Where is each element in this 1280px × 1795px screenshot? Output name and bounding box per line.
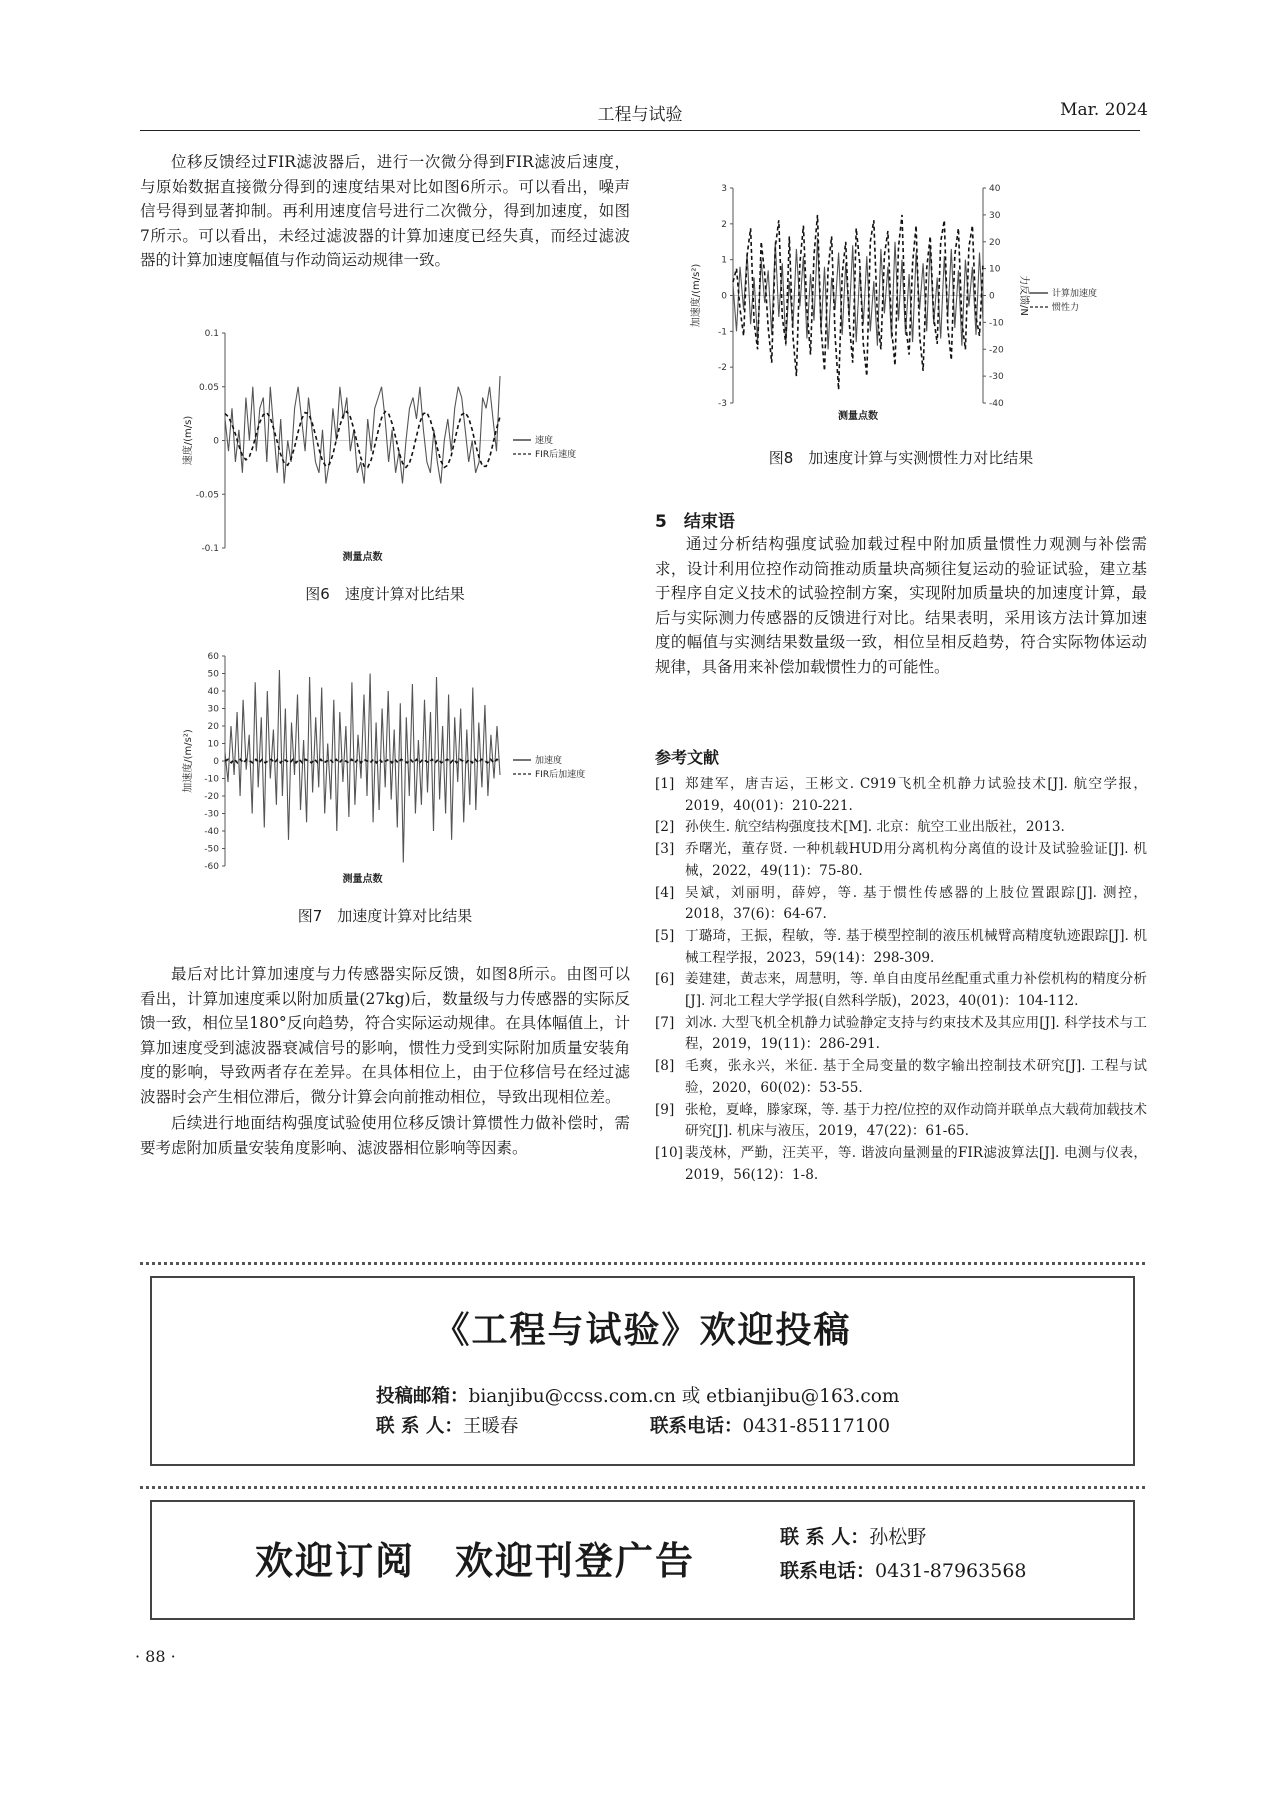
submission-email-line [376, 1382, 899, 1408]
phone-label: 联系电话： [650, 1416, 743, 1437]
legend-label: 惯性力 [1052, 303, 1080, 313]
y-tick-label: 10 [207, 739, 219, 750]
references-heading: 参考文献 [655, 748, 720, 767]
email-value: bianjibu@ccss.com.cn 或 etbianjibu@163.com [468, 1386, 900, 1407]
figure-8-chart [691, 176, 1145, 430]
left-lower-text [140, 962, 630, 1160]
reference-text: 郑建军，唐吉运，王彬文. C919飞机全机静力试验技术[J]. 航空学报，2019，40(01)：210-221. [685, 776, 1147, 814]
y-tick-label: -30 [204, 809, 219, 820]
section-5-body [655, 532, 1147, 679]
y-axis-label: 加速度/(m/s²) [691, 263, 702, 328]
running-header-date: Mar. 2024 [1060, 100, 1148, 120]
reference-number: [5] [655, 927, 675, 944]
y2-tick-label: 40 [989, 184, 1001, 194]
subscription-phone-line [780, 1556, 1027, 1583]
y2-tick-label: 0 [989, 291, 995, 302]
contact-label: 联 系 人： [376, 1416, 463, 1437]
y-tick-label: -10 [204, 774, 219, 785]
y-tick-label: -3 [718, 399, 727, 409]
y2-tick-label: -20 [989, 345, 1004, 356]
email-label: 投稿邮箱： [376, 1386, 469, 1407]
y-tick-label: 60 [207, 652, 219, 662]
reference-number: [1] [655, 776, 675, 792]
running-header-journal: 工程与试验 [597, 105, 683, 125]
reference-item [655, 817, 1147, 839]
y-tick-label: 0.05 [198, 382, 219, 393]
reference-item [655, 839, 1147, 882]
reference-item [655, 883, 1147, 926]
reference-item [655, 1100, 1147, 1143]
reference-number: [7] [655, 1014, 675, 1031]
y2-tick-label: 30 [989, 210, 1001, 221]
y2-tick-label: 20 [989, 237, 1001, 248]
y-tick-label: 0.1 [204, 329, 219, 339]
reference-text: 吴斌，刘丽明，薛婷，等. 基于惯性传感器的上肢位置跟踪[J]. 测控，2018，37(6)：64-67. [685, 884, 1147, 923]
y-axis-label: 加速度/(m/s²) [183, 729, 194, 793]
phone-label: 联系电话： [780, 1560, 876, 1582]
paragraph: 最后对比计算加速度与力传感器实际反馈，如图8所示。由图可以看出，计算加速度乘以附加质量(27kg)后，数量级与力传感器的实际反馈一致，相位呈180°反向趋势，符合实际运动规律。在具体幅值上，计算加速度受到滤波器衰减信号的影响，惯性力受到实际附加质量安装角度的影响，导致两者存在差异。在具体相位上，由于位移信号在经过滤波器时会产生相位滞后，微分计算会向前推动相位，导致出现相位差。 [140, 965, 630, 1106]
subscription-contact-line [780, 1522, 926, 1549]
y2-axis-label: 力反馈/N [1018, 275, 1029, 316]
y-tick-label: 30 [207, 704, 219, 715]
ornament-border [140, 1486, 1145, 1496]
y-tick-label: -40 [204, 827, 219, 837]
reference-text: 乔曙光，董存贤. 一种机载HUD用分离机构分离值的设计及试验验证[J]. 机械，2022，49(11)：75-80. [685, 841, 1147, 879]
submission-phone-line [650, 1412, 890, 1438]
x-axis-label: 测量点数 [838, 411, 878, 422]
reference-number: [4] [655, 884, 675, 901]
subscription-ad-slogan: 欢迎订阅 欢迎刊登广告 [255, 1539, 696, 1583]
y2-tick-label: 10 [989, 264, 1001, 275]
submission-ad-title: 《工程与试验》欢迎投稿 [433, 1310, 852, 1351]
ornament-border [140, 1262, 1145, 1272]
section-5-heading: 5 结束语 [655, 512, 735, 532]
y-tick-label: 2 [721, 219, 727, 230]
legend-label: 计算加速度 [1052, 289, 1098, 299]
series-line-1 [733, 238, 983, 349]
y-tick-label: 0 [213, 436, 219, 447]
y-tick-label: 0 [721, 291, 727, 302]
figure-6-caption: 图6 速度计算对比结果 [305, 585, 465, 603]
figure-7-caption: 图7 加速度计算对比结果 [297, 907, 473, 925]
contact-value: 王暖春 [462, 1416, 519, 1437]
legend-label: 速度 [535, 436, 554, 446]
phone-value: 0431-85117100 [742, 1416, 891, 1437]
reference-text: 张枪，夏峰，滕家琛，等. 基于力控/位控的双作动筒并联单点大载荷加载技术研究[J]. 机床与液压，2019，47(22)：61-65. [685, 1101, 1147, 1140]
reference-item [655, 1013, 1147, 1056]
reference-number: [8] [655, 1058, 675, 1075]
reference-item [655, 1056, 1147, 1099]
header-rule [140, 130, 1140, 131]
left-intro-text [140, 150, 630, 273]
series-line-1 [225, 670, 500, 863]
page-number: · 88 · [135, 1647, 176, 1666]
reference-number: [6] [655, 971, 675, 988]
x-axis-label: 测量点数 [342, 874, 383, 885]
y-tick-label: 20 [207, 722, 219, 732]
reference-text: 丁璐琦，王振，程敏，等. 基于模型控制的液压机械臂高精度轨迹跟踪[J]. 机械工程学报，2023，59(14)：298-309. [685, 927, 1147, 966]
figure-8-caption: 图8 加速度计算与实测惯性力对比结果 [768, 449, 1034, 467]
reference-text: 姜建建，黄志来，周慧明，等. 单自由度吊丝配重式重力补偿机构的精度分析[J]. 河北工程大学学报(自然科学版)，2023，40(01)：104-112. [685, 971, 1147, 1010]
y-tick-label: -60 [204, 862, 219, 872]
y-tick-label: 50 [207, 669, 219, 680]
reference-text: 裴茂林，严勤，汪芙平，等. 谐波向量测量的FIR滤波算法[J]. 电测与仪表，2019，56(12)：1-8. [685, 1144, 1147, 1183]
reference-number: [10] [655, 1144, 683, 1161]
reference-item [655, 926, 1147, 969]
y-tick-label: 0 [213, 757, 219, 767]
series-line-1 [225, 376, 500, 484]
y-tick-label: -20 [204, 792, 219, 802]
reference-text: 孙侠生. 航空结构强度技术[M]. 北京：航空工业出版社，2013. [685, 819, 1065, 836]
reference-number: [2] [655, 819, 675, 836]
phone-value: 0431-87963568 [875, 1560, 1027, 1582]
paragraph: 位移反馈经过FIR滤波器后，进行一次微分得到FIR滤波后速度，与原始数据直接微分得到的速度结果对比如图6所示。可以看出，噪声信号得到显著抑制。再利用速度信号进行二次微分，得到加速度，如图7所示。可以看出，未经过滤波器的计算加速度已经失真，而经过滤波器的计算加速度幅值与作动筒运动规律一致。 [140, 153, 630, 269]
legend-label: FIR后加速度 [535, 770, 586, 780]
y-tick-label: 3 [721, 184, 727, 194]
y-tick-label: 40 [207, 687, 219, 697]
y-axis-label: 速度/(m/s) [183, 415, 194, 466]
reference-number: [9] [655, 1101, 675, 1118]
reference-item [655, 1143, 1147, 1186]
y2-tick-label: -10 [989, 318, 1004, 329]
paragraph: 通过分析结构强度试验加载过程中附加质量惯性力观测与补偿需求，设计利用位控作动筒推动质量块高频往复运动的验证试验，建立基于程序自定义技术的试验控制方案，实现附加质量块的加速度计算，最后与实际测力传感器的反馈进行对比。结果表明，采用该方法计算加速度的幅值与实测结果数量级一致，相位呈相反趋势，符合实际物体运动规律，具备用来补偿加载惯性力的可能性。 [655, 535, 1147, 676]
reference-item [655, 969, 1147, 1012]
figure-7-chart [180, 646, 600, 900]
reference-text: 刘冰. 大型飞机全机静力试验静定支持与约束技术及其应用[J]. 科学技术与工程，2019，19(11)：286-291. [685, 1014, 1147, 1053]
y-tick-label: -0.05 [195, 490, 219, 501]
reference-number: [3] [655, 841, 675, 858]
paragraph: 后续进行地面结构强度试验使用位移反馈计算惯性力做补偿时，需要考虑附加质量安装角度影响、滤波器相位影响等因素。 [140, 1114, 630, 1157]
y-tick-label: -2 [718, 363, 727, 374]
reference-item [655, 774, 1147, 817]
submission-contact-line [376, 1412, 518, 1438]
figure-6-chart [180, 328, 600, 572]
y-tick-label: 1 [721, 255, 727, 266]
y-tick-label: -0.1 [201, 544, 219, 554]
y2-tick-label: -40 [989, 399, 1004, 409]
y-tick-label: -1 [718, 327, 727, 338]
contact-label: 联 系 人： [780, 1526, 870, 1548]
legend-label: FIR后速度 [535, 450, 577, 460]
legend-label: 加速度 [535, 756, 563, 766]
reference-text: 毛爽，张永兴，米征. 基于全局变量的数字输出控制技术研究[J]. 工程与试验，2020，60(02)：53-55. [685, 1058, 1147, 1096]
x-axis-label: 测量点数 [342, 552, 383, 563]
y-tick-label: -50 [204, 844, 219, 855]
references-list [655, 774, 1147, 1186]
y2-tick-label: -30 [989, 372, 1004, 383]
contact-value: 孙松野 [869, 1526, 927, 1548]
